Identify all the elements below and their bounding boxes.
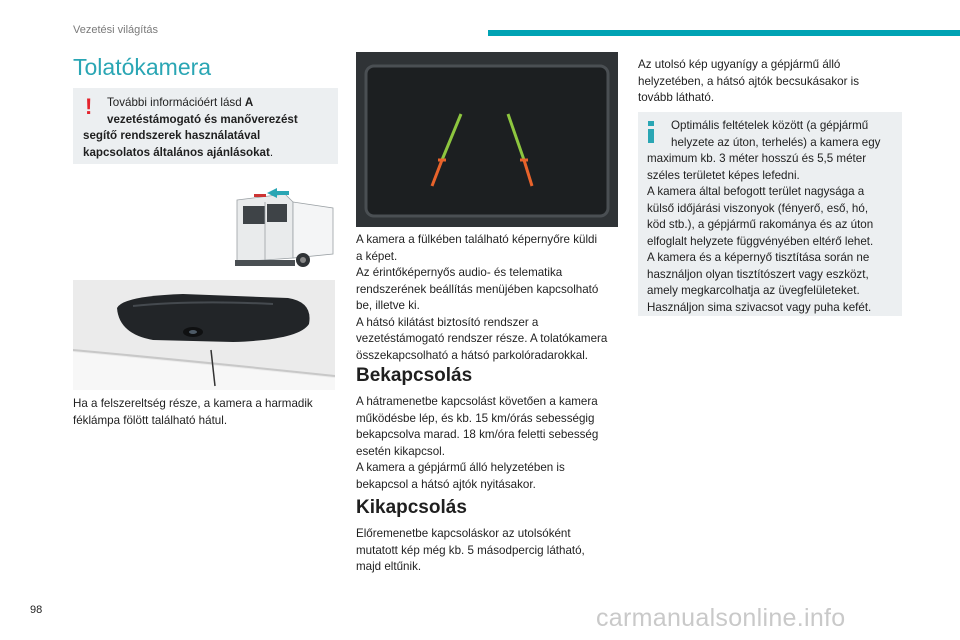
page-title: Tolatókamera bbox=[73, 54, 212, 80]
camera-intro-text: A kamera a fülkében található képernyőre küldi a képet. Az érintőképernyős audio- és telematika rendszerének beállítás menüjében kapcsolható be, illetve ki. A hátsó kilátást biztosító rendszer a vezetéstámogató rendszer része. A tolatókamera összekapcsolható a hátsó parkolóradarokkal. bbox=[356, 233, 608, 362]
info-box bbox=[638, 112, 902, 316]
header-accent-bar bbox=[488, 30, 960, 36]
camera-closeup-illustration bbox=[73, 280, 335, 390]
heading-switch-off: Kikapcsolás bbox=[356, 497, 467, 518]
page-number: 98 bbox=[30, 604, 43, 616]
van-rear-illustration bbox=[229, 180, 335, 275]
last-image-text: Az utolsó kép ugyanígy a gépjármű álló helyzetében, a hátsó ajtók becsukásakor is tovább látható. bbox=[638, 58, 860, 104]
warning-text: További információért lásd A vezetéstámogató és manőverezést segítő rendszerek használatával kapcsolatos általános ajánlásokat. bbox=[83, 96, 298, 159]
camera-location-text: Ha a felszereltség része, a kamera a harmadik féklámpa fölött található hátul. bbox=[73, 397, 313, 427]
camera-screen-illustration bbox=[356, 52, 618, 227]
switch-off-section: Kikapcsolás Előremenetbe kapcsoláskor az utolsóként mutatott kép még kb. 5 másodpercig látható, majd eltűnik. bbox=[356, 497, 585, 573]
switch-on-section: Bekapcsolás A hátramenetbe kapcsolást követően a kamera működésbe lép, és kb. 15 km/órás sebességig bekapcsolva marad. 18 km/óra feletti sebesség esetén kikapcsol. A kamera a gépjármű álló helyzetében is bekapcsol a hátsó ajtók nyitásakor. bbox=[356, 365, 599, 491]
info-text: Optimális feltételek között (a gépjármű helyzete az úton, terhelés) a kamera egy maximum kb. 3 méter hosszú és 5,5 méter széles területet képes lefedni. A kamera által befogott terület nagysága a külső időjárási viszonyok (fényerő, eső, hó, köd stb.), a gépjármű rakománya és az úton elfoglalt helyzete függvényében eltérő lehet. A kamera és a képernyő tisztítása során ne használjon olyan tisztítószert vagy eszközt, amely megkarcolhatja az üvegfelületeket. Használjon sima szivacsot vagy puha kefét. bbox=[647, 119, 881, 314]
info-icon bbox=[648, 121, 654, 143]
watermark: carmanualsonline.info bbox=[596, 604, 846, 632]
warning-box bbox=[73, 88, 338, 164]
exclamation-icon: ! bbox=[85, 94, 93, 119]
section-header: Vezetési világítás bbox=[73, 24, 158, 36]
heading-switch-on: Bekapcsolás bbox=[356, 365, 473, 386]
